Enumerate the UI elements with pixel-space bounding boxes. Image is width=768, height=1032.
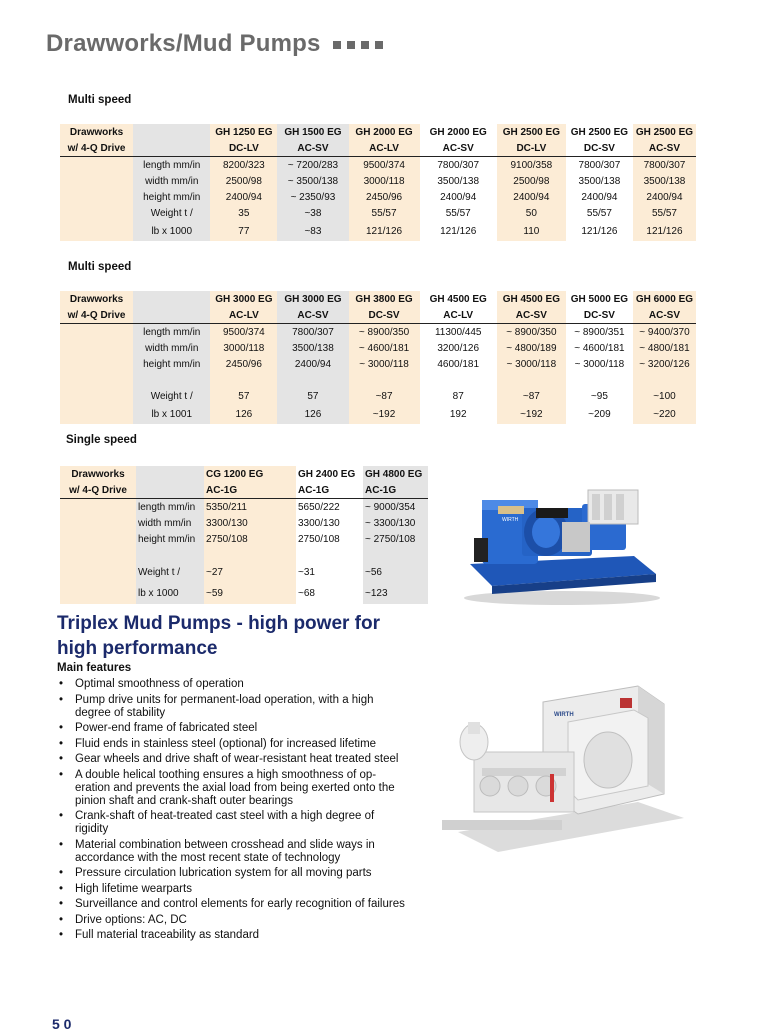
features-label: Main features — [57, 662, 132, 674]
drawworks-machine-image — [462, 478, 662, 606]
table-row: width mm/in 3300/130 3300/130 ~ 3300/130 — [60, 515, 428, 531]
column-model: CG 1200 EG — [204, 466, 296, 482]
table-row: Weight t / 35 ~38 55/57 55/57 50 55/57 55/57 — [60, 205, 696, 221]
column-drive: DC-SV — [349, 307, 420, 324]
row-header: Drawworks — [60, 291, 133, 307]
column-drive: AC-LV — [349, 140, 420, 157]
column-drive: AC-1G — [363, 482, 428, 499]
row-header: Drawworks — [60, 124, 133, 140]
column-model: GH 4500 EG — [420, 291, 497, 307]
list-item: • Crank-shaft of heat-treated cast steel with a high degree of rigidity — [57, 810, 407, 836]
column-model: GH 6000 EG — [633, 291, 696, 307]
column-model: GH 2400 EG — [296, 466, 363, 482]
row-header: w/ 4-Q Drive — [60, 140, 133, 157]
table-row: Weight t / 57 57 ~87 87 ~87 ~95 ~100 — [60, 388, 696, 404]
column-model: GH 4500 EG — [497, 291, 566, 307]
column-drive: DC-LV — [497, 140, 566, 157]
spec-table-multi-speed-2 — [60, 291, 696, 424]
column-model: GH 2500 EG — [497, 124, 566, 140]
title-squares-icon — [321, 30, 384, 57]
drawworks-brand-label: WIRTH — [502, 517, 519, 523]
column-drive: AC-SV — [633, 140, 696, 157]
table-row: height mm/in 2750/108 2750/108 ~ 2750/108 — [60, 531, 428, 547]
list-item: • High lifetime wearparts — [57, 883, 407, 896]
list-item: • A double helical toothing ensures a high smoothness of op-eration and prevents the axial load from being exerted onto the pinion shaft and crank-shaft outer bearings — [57, 769, 407, 808]
section-label: Multi speed — [68, 94, 132, 106]
list-item: • Material combination between crosshead and slide ways in accordance with the most recent state of technology — [57, 839, 407, 865]
table-row: lb x 1000 77 ~83 121/126 121/126 110 121/126 121/126 — [60, 221, 696, 241]
page-title-text: Drawworks/Mud Pumps — [46, 30, 321, 57]
list-item: • Surveillance and control elements for early recognition of failures — [57, 898, 407, 911]
table-row: length mm/in 8200/323 ~ 7200/283 9500/374 7800/307 9100/358 7800/307 7800/307 — [60, 157, 696, 174]
column-drive: AC-SV — [420, 140, 497, 157]
spec-table-single-speed — [60, 466, 428, 604]
pumps-headline: Triplex Mud Pumps - high power for high performance — [57, 613, 381, 659]
column-drive: AC-LV — [420, 307, 497, 324]
column-model: GH 3000 EG — [210, 291, 277, 307]
features-list — [57, 678, 407, 945]
column-drive: AC-SV — [497, 307, 566, 324]
column-drive: AC-1G — [296, 482, 363, 499]
list-item: • Full material traceability as standard — [57, 929, 407, 942]
list-item: • Power-end frame of fabricated steel — [57, 722, 407, 735]
table-row: length mm/in 5350/211 5650/222 ~ 9000/354 — [60, 499, 428, 516]
column-model: GH 1250 EG — [210, 124, 277, 140]
spec-table-multi-speed-1 — [60, 124, 696, 241]
column-drive: AC-LV — [210, 307, 277, 324]
row-header: Drawworks — [60, 466, 136, 482]
table-row: height mm/in 2400/94 ~ 2350/93 2450/96 2400/94 2400/94 2400/94 2400/94 — [60, 189, 696, 205]
row-header: w/ 4-Q Drive — [60, 482, 136, 499]
section-label: Single speed — [66, 434, 137, 446]
pump-brand-label: WIRTH — [554, 712, 574, 718]
table-row: height mm/in 2450/96 2400/94 ~ 3000/118 4600/181 ~ 3000/118 ~ 3000/118 ~ 3200/126 — [60, 356, 696, 372]
column-drive: DC-SV — [566, 140, 633, 157]
row-header: w/ 4-Q Drive — [60, 307, 133, 324]
column-drive: AC-SV — [277, 140, 348, 157]
list-item: • Drive options: AC, DC — [57, 914, 407, 927]
list-item: • Optimal smoothness of operation — [57, 678, 407, 691]
column-drive: DC-LV — [210, 140, 277, 157]
column-drive: AC-SV — [277, 307, 348, 324]
mud-pump-image — [438, 682, 688, 862]
column-drive: DC-SV — [566, 307, 633, 324]
column-model: GH 5000 EG — [566, 291, 633, 307]
list-item: • Pressure circulation lubrication system for all moving parts — [57, 867, 407, 880]
table-row: width mm/in 3000/118 3500/138 ~ 4600/181 3200/126 ~ 4800/189 ~ 4600/181 ~ 4800/181 — [60, 340, 696, 356]
table-row: width mm/in 2500/98 ~ 3500/138 3000/118 3500/138 2500/98 3500/138 3500/138 — [60, 173, 696, 189]
column-model: GH 1500 EG — [277, 124, 348, 140]
column-model: GH 2500 EG — [566, 124, 633, 140]
column-drive: AC-1G — [204, 482, 296, 499]
list-item: • Gear wheels and drive shaft of wear-resistant heat treated steel — [57, 753, 407, 766]
column-model: GH 2000 EG — [420, 124, 497, 140]
table-row: lb x 1001 126 126 ~192 192 ~192 ~209 ~220 — [60, 404, 696, 424]
column-drive: AC-SV — [633, 307, 696, 324]
column-model: GH 2500 EG — [633, 124, 696, 140]
column-model: GH 3000 EG — [277, 291, 348, 307]
column-model: GH 3800 EG — [349, 291, 420, 307]
list-item: • Fluid ends in stainless steel (optional) for increased lifetime — [57, 738, 407, 751]
column-model: GH 4800 EG — [363, 466, 428, 482]
page-number: 5 0 — [52, 1016, 72, 1032]
section-label: Multi speed — [68, 261, 132, 273]
table-row: length mm/in 9500/374 7800/307 ~ 8900/350 11300/445 ~ 8900/350 ~ 8900/351 ~ 9400/370 — [60, 324, 696, 341]
list-item: • Pump drive units for permanent-load operation, with a high degree of stability — [57, 694, 407, 720]
page-title — [46, 30, 383, 58]
column-model: GH 2000 EG — [349, 124, 420, 140]
table-row: Weight t / ~27 ~31 ~56 — [60, 563, 428, 582]
table-row: lb x 1000 ~59 ~68 ~123 — [60, 582, 428, 604]
